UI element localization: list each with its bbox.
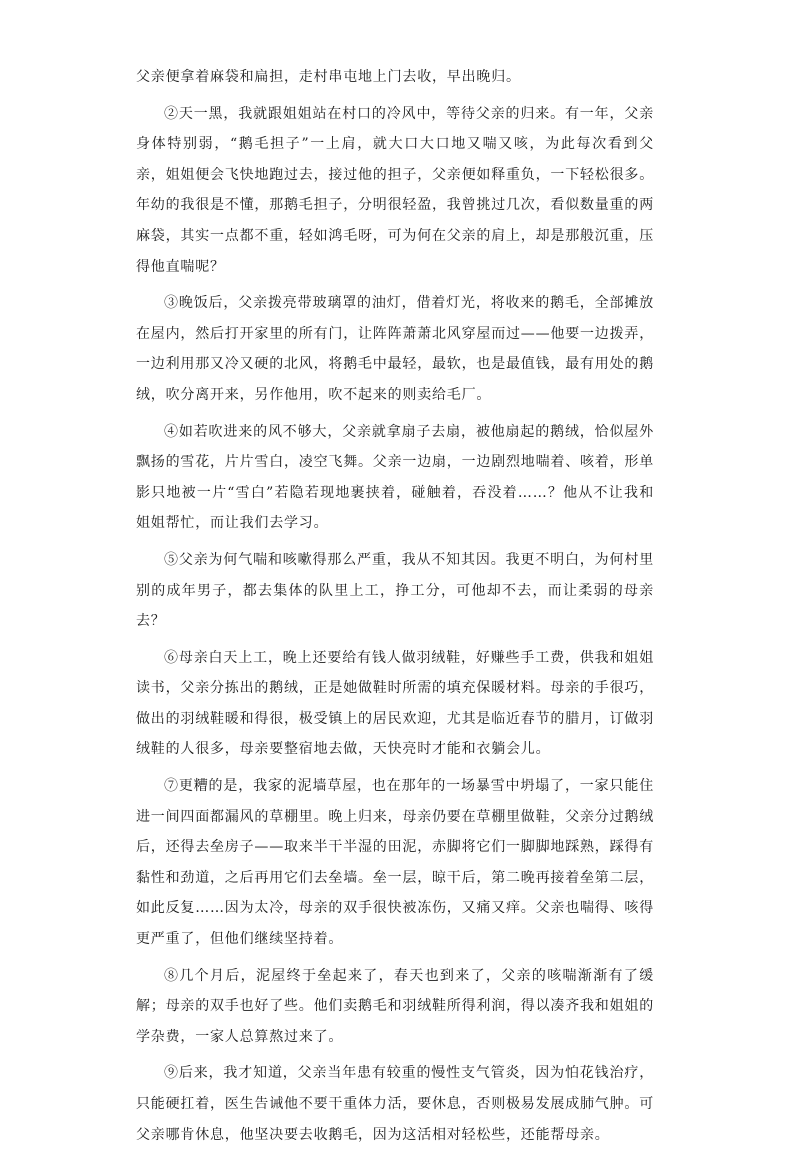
paragraph-1: 父亲便拿着麻袋和扁担，走村串屯地上门去收，早出晚归。 <box>136 69 521 85</box>
paragraph-4: ④如若吹进来的风不够大，父亲就拿扇子去扇，被他扇起的鹅绒，恰似屋外飘扬的雪花，片片雪白，凌空飞舞。父亲一边扇，一边剧烈地喘着、咳着，形单影只地被一片“雪白”若隐若现地裹挟着，碰触着，吞没着……？他从不让我和姐姐帮忙，而让我们去学习。 <box>136 423 654 532</box>
paragraph-6: ⑥母亲白天上工，晚上还要给有钱人做羽绒鞋，好赚些手工费，供我和姐姐读书，父亲分拣出的鹅绒，正是她做鞋时所需的填充保暖材料。母亲的手很巧，做出的羽绒鞋暖和得很，极受镇上的居民欢迎，尤其是临近春节的腊月，订做羽绒鞋的人很多，母亲要整宿地去做，天快亮时才能和衣躺会儿。 <box>136 649 654 758</box>
paragraph-2: ②天一黑，我就跟姐姐站在村口的冷风中，等待父亲的归来。有一年，父亲身体特别弱，“鹅毛担子”一上肩，就大口大口地又喘又咳，为此每次看到父亲，姐姐便会飞快地跑过去，接过他的担子，父亲便如释重负，一下轻松很多。年幼的我很是不懂，那鹅毛担子，分明很轻盈，我曾挑过几次，看似数量重的两麻袋，其实一点都不重，轻如鸿毛呀，可为何在父亲的肩上，却是那般沉重，压得他直喘呢？ <box>136 105 654 275</box>
paragraph-5: ⑤父亲为何气喘和咳嗽得那么严重，我从不知其因。我更不明白，为何村里别的成年男子，都去集体的队里上工，挣工分，可他却不去，而让柔弱的母亲去？ <box>136 551 654 630</box>
paragraph-3: ③晚饭后，父亲拨亮带玻璃罩的油灯，借着灯光，将收来的鹅毛，全部摊放在屋内，然后打开家里的所有门，让阵阵萧萧北风穿屋而过——他要一边拨弄，一边利用那又冷又硬的北风，将鹅毛中最轻，最软，也是最值钱，最有用处的鹅绒，吹分离开来，另作他用，吹不起来的则卖给毛厂。 <box>136 295 654 403</box>
paragraph-9: ⑨后来，我才知道，父亲当年患有较重的慢性支气管炎，因为怕花钱治疗，只能硬扛着，医生告诫他不要干重体力活，要休息，否则极易发展成肺气肿。可父亲哪肯休息，他坚决要去收鹅毛，因为这活相对轻松些，还能帮母亲。 <box>136 1065 654 1143</box>
paragraph-7: ⑦更糟的是，我家的泥墙草屋，也在那年的一场暴雪中坍塌了，一家只能住进一间四面都漏风的草棚里。晚上归来，母亲仍要在草棚里做鞋，父亲分过鹅绒后，还得去垒房子——取来半干半湿的田泥，赤脚将它们一脚脚地踩熟，踩得有黏性和劲道，之后再用它们去垒墙。垒一层，晾干后，第二晚再接着垒第二层，如此反复……因为太冷，母亲的双手很快被冻伤，又痛又痒。父亲也喘得、咳得更严重了，但他们继续坚持着。 <box>136 778 654 948</box>
paragraph-8: ⑧几个月后，泥屋终于垒起来了，春天也到来了，父亲的咳喘渐渐有了缓解；母亲的双手也好了些。他们卖鹅毛和羽绒鞋所得利润，得以凑齐我和姐姐的学杂费，一家人总算熬过来了。 <box>136 967 654 1045</box>
